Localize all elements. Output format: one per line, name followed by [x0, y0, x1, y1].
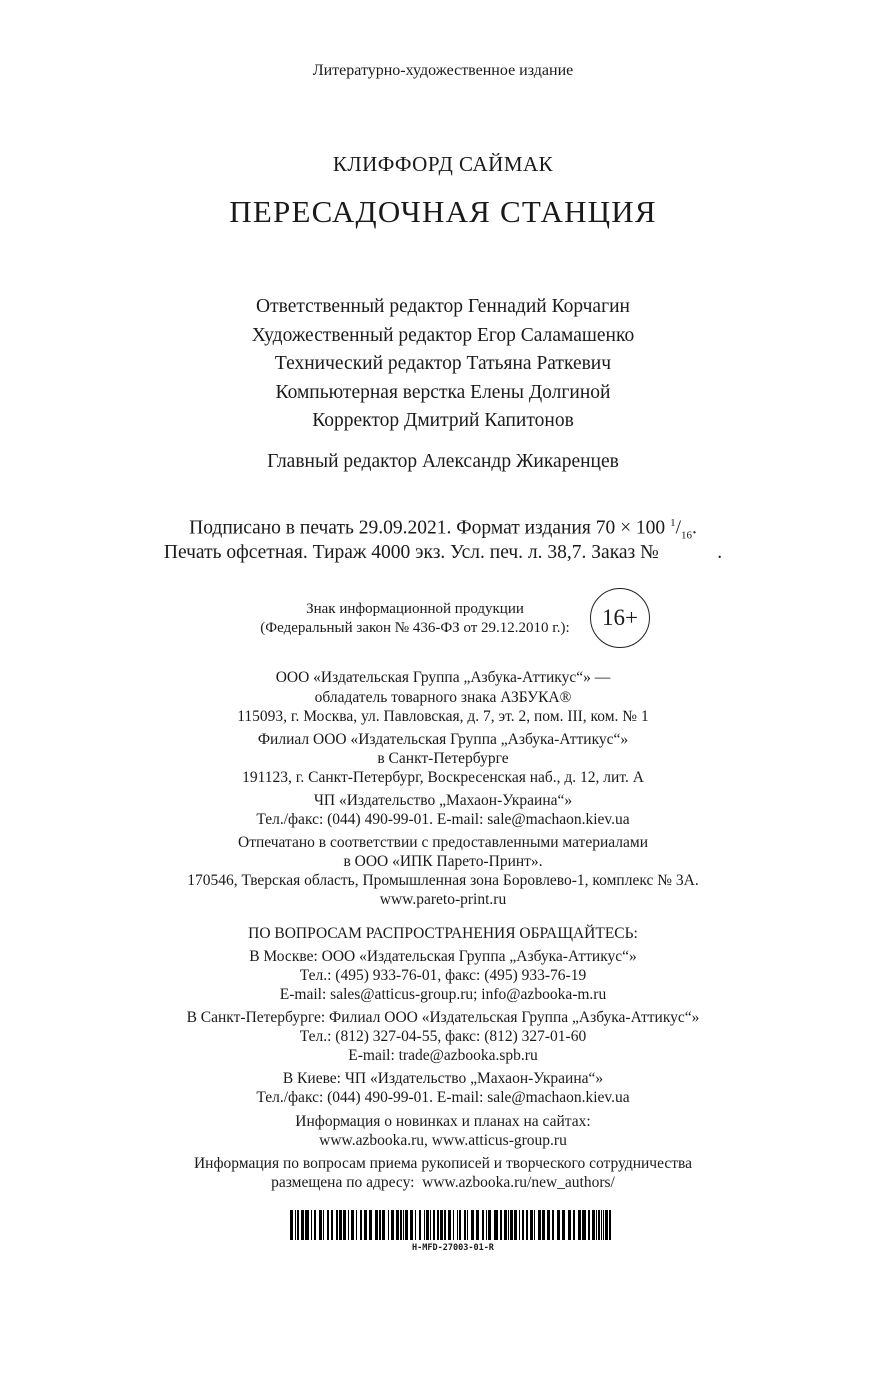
barcode-bar [424, 1210, 425, 1240]
fraction-separator: / [675, 517, 681, 539]
barcode-bar [433, 1210, 435, 1240]
distribution-line: E-mail: trade@azbooka.spb.ru [348, 1047, 538, 1064]
distribution-line: www.azbooka.ru, www.atticus-group.ru [319, 1132, 567, 1149]
barcode-bar [494, 1210, 498, 1240]
imprint-line: ЧП «Издательство „Махаон-Украина“» [313, 792, 573, 809]
barcode-bar [327, 1210, 329, 1240]
edition-type: Литературно-художественное издание [312, 62, 574, 79]
print-info-text: Подписано в печать 29.09.2021. Формат издания 70 × 100 [189, 517, 671, 539]
barcode-bar [504, 1210, 507, 1240]
credit-line: Художественный редактор Егор Саламашенко [251, 325, 635, 346]
barcode-bar [448, 1210, 451, 1240]
barcode-bar [568, 1210, 571, 1240]
barcode-bar [400, 1210, 402, 1240]
distribution-line: В Москве: ООО «Издательская Группа „Азбука-Аттикус“» [249, 948, 637, 965]
distribution-line: Тел.: (495) 933-76-01, факс: (495) 933-76-19 [299, 967, 587, 984]
credit-line: Ответственный редактор Геннадий Корчагин [256, 296, 630, 317]
barcode-bar [582, 1210, 586, 1240]
imprint-line: в ООО «ИПК Парето-Принт». [343, 853, 543, 870]
barcode-bar [538, 1210, 541, 1240]
barcode-label: H-MFD-27003-01-R [412, 1243, 494, 1253]
distribution-line: Тел./факс: (044) 490-99-01. E-mail: sale@machaon.kiev.ua [256, 1089, 630, 1106]
barcode-bar [437, 1210, 439, 1240]
barcode-bar [440, 1210, 443, 1240]
barcode-bar [457, 1210, 458, 1240]
barcode-bar [356, 1210, 357, 1240]
barcode-bar [467, 1210, 468, 1240]
barcode-bar [562, 1210, 565, 1240]
barcode-bar [588, 1210, 590, 1240]
credit-line: Технический редактор Татьяна Раткевич [274, 353, 612, 374]
barcode-bar [314, 1210, 316, 1240]
distribution-line: Информация по вопросам приема рукописей и творческого сотрудничества [193, 1155, 693, 1172]
barcode-bar [476, 1210, 479, 1240]
credit-line: Корректор Дмитрий Капитонов [312, 410, 574, 431]
barcode-bar [596, 1210, 597, 1240]
book-title: ПЕРЕСАДОЧНАЯ СТАНЦИЯ [229, 194, 657, 229]
print-info-line-2: Печать офсетная. Тираж 4000 экз. Усл. печ. л. 38,7. Заказ № . [163, 542, 723, 563]
barcode-bar [530, 1210, 533, 1240]
barcode-bar [601, 1210, 602, 1240]
info-sign-label: Знак информационной продукции [306, 601, 524, 617]
barcode-bar [488, 1210, 491, 1240]
barcode-bar [605, 1210, 608, 1240]
barcode-bar [295, 1210, 296, 1240]
barcode-bar [471, 1210, 474, 1240]
barcode-bar [603, 1210, 604, 1240]
barcode-bar [522, 1210, 524, 1240]
barcode-bar [542, 1210, 545, 1240]
barcode-bar [557, 1210, 560, 1240]
distribution-line: размещена по адресу: www.azbooka.ru/new_authors/ [271, 1174, 615, 1191]
barcode-bar [396, 1210, 399, 1240]
barcode-bar [519, 1210, 520, 1240]
distribution-heading: ПО ВОПРОСАМ РАСПРОСТРАНЕНИЯ ОБРАЩАЙТЕСЬ: [248, 925, 638, 942]
barcode-bar [290, 1210, 293, 1240]
barcode-bar [453, 1210, 454, 1240]
distribution-line: В Санкт-Петербурге: Филиал ООО «Издательская Группа „Азбука-Аттикус“» [186, 1009, 700, 1026]
print-info-end: . [691, 517, 697, 539]
barcode-bar [301, 1210, 304, 1240]
info-sign-law: (Федеральный закон № 436-ФЗ от 29.12.2010 г.): [260, 620, 570, 636]
barcode-bar [464, 1210, 466, 1240]
barcode-bar [348, 1210, 349, 1240]
chief-editor: Главный редактор Александр Жикаренцев [267, 451, 619, 472]
barcode-bar [415, 1210, 416, 1240]
barcode-bar [379, 1210, 381, 1240]
barcode-bar [482, 1210, 484, 1240]
barcode-bar [609, 1210, 611, 1240]
barcode-bar [403, 1210, 404, 1240]
barcode-bar [369, 1210, 372, 1240]
imprint-line: 191123, г. Санкт-Петербург, Воскресенская наб., д. 12, лит. А [242, 769, 644, 786]
barcode-bar [305, 1210, 309, 1240]
barcode-bar [534, 1210, 535, 1240]
barcode-bar [375, 1210, 378, 1240]
imprint-line: обладатель товарного знака АЗБУКА® [314, 689, 572, 706]
imprint-line: Филиал ООО «Издательская Группа „Азбука-Аттикус“» [257, 731, 629, 748]
barcode-bar [552, 1210, 554, 1240]
barcode-bar [323, 1210, 324, 1240]
imprint-line: www.pareto-print.ru [379, 891, 507, 908]
barcode-bar [459, 1210, 461, 1240]
barcode-bar [486, 1210, 487, 1240]
barcode-bar [598, 1210, 600, 1240]
imprint-line: Отпечатано в соответствии с предоставленными материалами [238, 834, 648, 851]
barcode-bar [297, 1210, 299, 1240]
barcode-bar [410, 1210, 413, 1240]
barcode-bar [391, 1210, 394, 1240]
barcode-bar [343, 1210, 346, 1240]
barcode-bar [311, 1210, 312, 1240]
barcode-bar [500, 1210, 502, 1240]
barcode-bar [339, 1210, 342, 1240]
barcode-bar [430, 1210, 431, 1240]
barcode-bar [508, 1210, 509, 1240]
age-rating-badge: 16+ [590, 588, 650, 648]
distribution-line: Тел.: (812) 327-04-55, факс: (812) 327-01-60 [299, 1028, 587, 1045]
print-info-line-1 [0, 517, 886, 541]
barcode-bar [578, 1210, 581, 1240]
barcode-bar [573, 1210, 575, 1240]
book-author: КЛИФФОРД САЙМАК [332, 152, 554, 176]
barcode-bar [592, 1210, 595, 1240]
barcode-bar [364, 1210, 367, 1240]
barcode-bar [336, 1210, 338, 1240]
barcode-bar [319, 1210, 322, 1240]
barcode-bar [382, 1210, 385, 1240]
barcode-bar [547, 1210, 550, 1240]
barcode-bar [405, 1210, 408, 1240]
distribution-line: В Киеве: ЧП «Издательство „Махаон-Украина“» [282, 1070, 604, 1087]
distribution-line: Информация о новинках и планах на сайтах: [295, 1113, 591, 1130]
barcode-bar [419, 1210, 421, 1240]
imprint-line: 170546, Тверская область, Промышленная зона Боровлево-1, комплекс № 3А. [187, 872, 699, 889]
barcode-bar [444, 1210, 446, 1240]
barcode-bar [351, 1210, 354, 1240]
barcode-bar [388, 1210, 389, 1240]
fraction-denominator: 16 [680, 529, 692, 542]
barcode [290, 1210, 616, 1240]
info-sign-block [255, 600, 575, 638]
imprint-line: в Санкт-Петербурге [377, 750, 509, 767]
barcode-bar [360, 1210, 362, 1240]
imprint-line: 115093, г. Москва, ул. Павловская, д. 7, эт. 2, пом. III, ком. № 1 [237, 708, 649, 725]
barcode-bar [510, 1210, 513, 1240]
imprint-line: ООО «Издательская Группа „Азбука-Аттикус“» — [275, 669, 611, 686]
distribution-line: E-mail: sales@atticus-group.ru; info@azbooka-m.ru [279, 986, 607, 1003]
barcode-bar [331, 1210, 333, 1240]
credit-line: Компьютерная верстка Елены Долгиной [275, 382, 611, 403]
barcode-bar [526, 1210, 528, 1240]
barcode-bar [514, 1210, 517, 1240]
barcode-bar [426, 1210, 429, 1240]
fraction-numerator: 1 [670, 517, 676, 529]
imprint-line: Тел./факс: (044) 490-99-01. E-mail: sale@machaon.kiev.ua [256, 811, 630, 828]
